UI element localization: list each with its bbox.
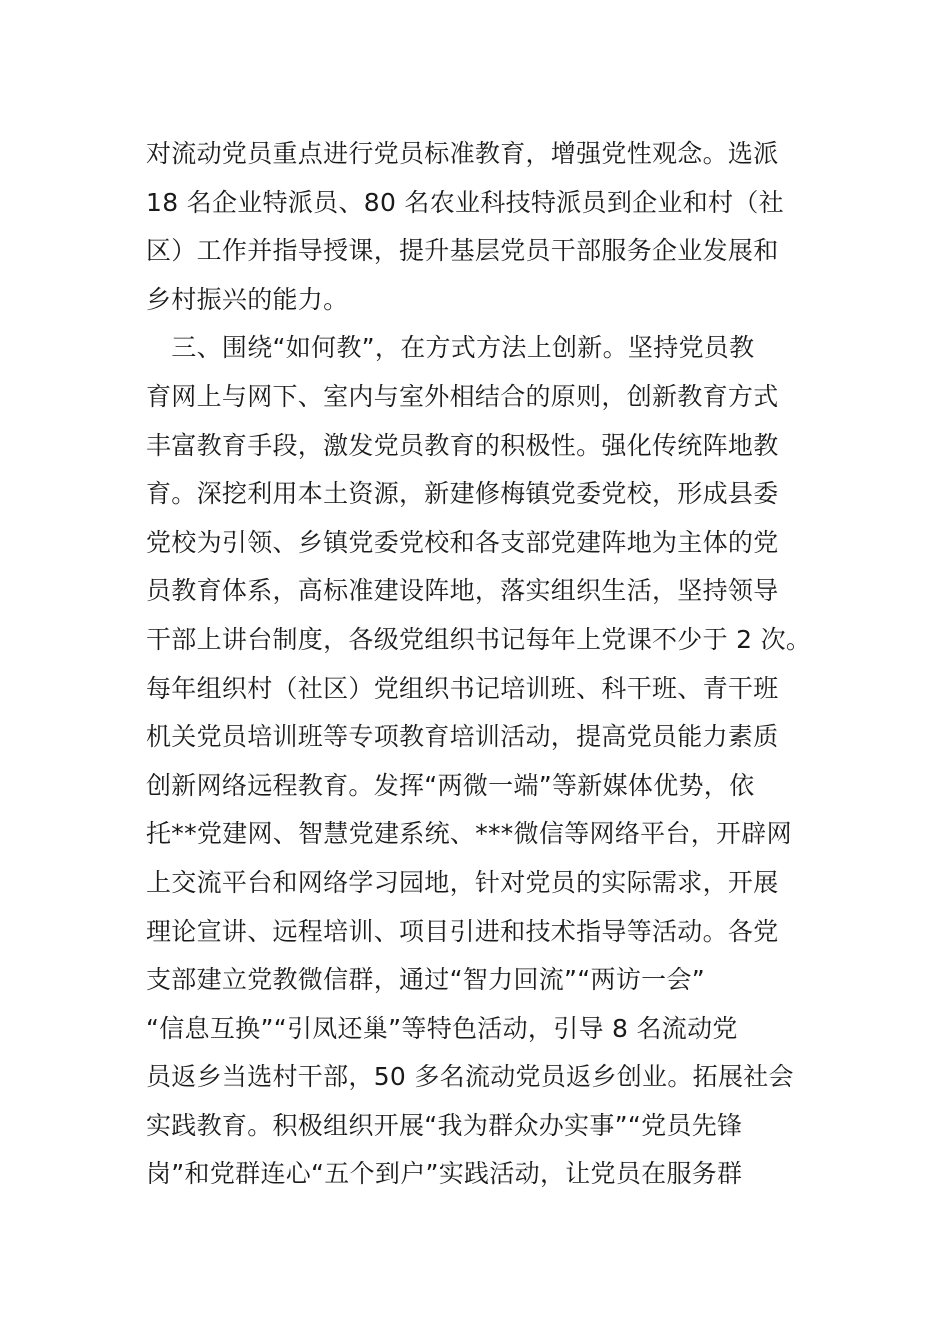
text-line: 对流动党员重点进行党员标准教育，增强党性观念。选派	[146, 139, 779, 168]
text-line: 上交流平台和网络学习园地，针对党员的实际需求，开展	[146, 867, 779, 897]
text-line: 支部建立党教微信群，通过“智力回流”“两访一会”	[146, 965, 706, 995]
text-line: 实践教育。积极组织开展“我为群众办实事”“党员先锋	[146, 1110, 743, 1140]
text-line: 18 名企业特派员、80 名农业科技特派员到企业和村（社	[146, 187, 784, 217]
text-line: 育。深挖利用本土资源，新建修梅镇党委党校，形成县委	[146, 479, 779, 509]
text-line: 干部上讲台制度，各级党组织书记每年上党课不少于 2 次。	[146, 624, 812, 654]
text-line: 理论宣讲、远程培训、项目引进和技术指导等活动。各党	[146, 916, 779, 946]
text-line: 托**党建网、智慧党建系统、***微信等网络平台，开辟网	[146, 819, 792, 849]
text-line: 丰富教育手段，激发党员教育的积极性。强化传统阵地教	[146, 430, 779, 460]
text-line: 创新网络远程教育。发挥“两微一端”等新媒体优势，依	[146, 770, 755, 800]
text-line: 岗”和党群连心“五个到户”实践活动，让党员在服务群	[146, 1159, 743, 1189]
text-line: 机关党员培训班等专项教育培训活动，提高党员能力素质	[146, 722, 779, 752]
body-text	[146, 130, 846, 1199]
text-line: 乡村振兴的能力。	[146, 284, 349, 314]
text-line: 员教育体系，高标准建设阵地，落实组织生活，坚持领导	[146, 576, 779, 606]
text-line: 区）工作并指导授课，提升基层党员干部服务企业发展和	[146, 236, 779, 266]
section-heading-line: 三、围绕“如何教”，在方式方法上创新。坚持党员教	[146, 333, 755, 363]
text-line: 党校为引领、乡镇党委党校和各支部党建阵地为主体的党	[146, 527, 779, 557]
text-line: 员返乡当选村干部，50 多名流动党员返乡创业。拓展社会	[146, 1062, 794, 1092]
text-line: 育网上与网下、室内与室外相结合的原则，创新教育方式	[146, 381, 779, 411]
text-line: “信息互换”“引凤还巢”等特色活动，引导 8 名流动党	[146, 1013, 738, 1043]
text-line: 每年组织村（社区）党组织书记培训班、科干班、青干班	[146, 673, 779, 703]
